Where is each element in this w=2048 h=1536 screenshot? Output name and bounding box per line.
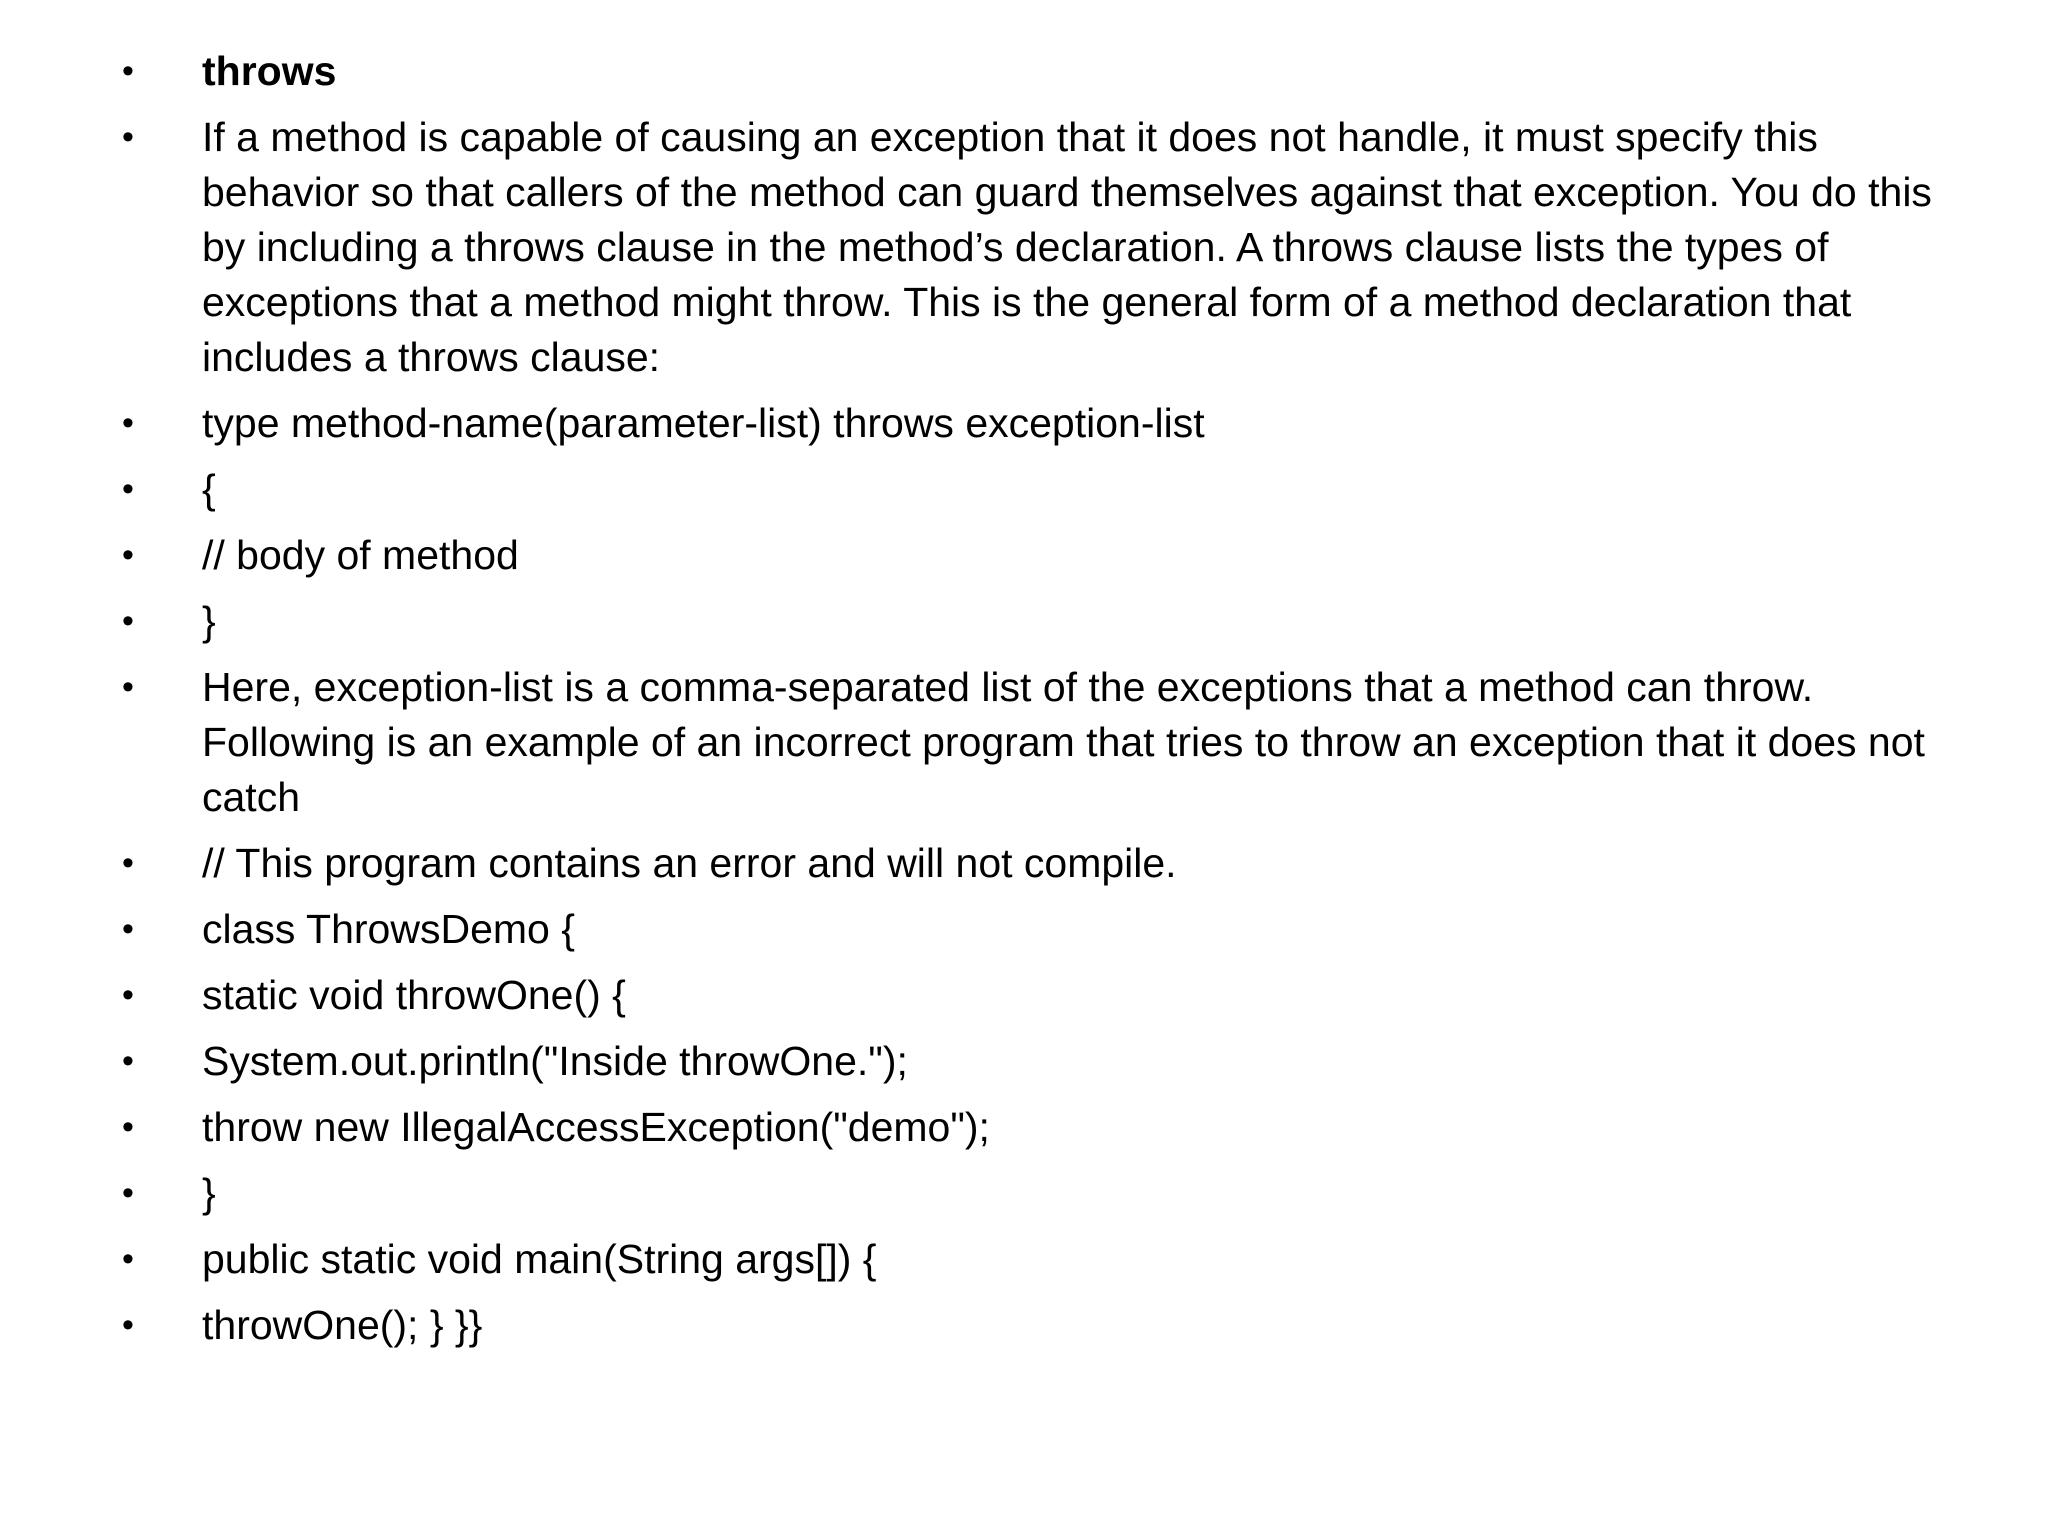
list-item [112, 44, 1972, 99]
code-line: throw new IllegalAccessException("demo"); [202, 1104, 990, 1150]
bullet-icon: • [122, 976, 134, 1014]
bullet-icon: • [122, 1306, 134, 1344]
list-item [112, 1034, 1972, 1089]
code-line: } [202, 598, 216, 644]
list-item [112, 110, 1972, 385]
bullet-icon: • [122, 668, 134, 706]
code-line: static void throwOne() { [202, 972, 626, 1018]
code-line: throwOne(); } }} [202, 1302, 483, 1348]
code-line: class ThrowsDemo { [202, 906, 575, 952]
bullet-icon: • [122, 602, 134, 640]
bullet-icon: • [122, 470, 134, 508]
bullet-list [112, 44, 1972, 1364]
bullet-icon: • [122, 1240, 134, 1278]
code-line: // body of method [202, 532, 519, 578]
slide-heading: throws [202, 48, 337, 94]
list-item [112, 1166, 1972, 1221]
bullet-icon: • [122, 536, 134, 574]
code-line: type method-name(parameter-list) throws exception-list [202, 400, 1205, 446]
bullet-icon: • [122, 1042, 134, 1080]
code-line: } [202, 1170, 216, 1216]
list-item [112, 968, 1972, 1023]
bullet-icon: • [122, 52, 134, 90]
bullet-icon: • [122, 1108, 134, 1146]
list-item [112, 902, 1972, 957]
list-item [112, 1298, 1972, 1353]
bullet-icon: • [122, 844, 134, 882]
list-item [112, 1232, 1972, 1287]
bullet-icon: • [122, 910, 134, 948]
paragraph-text: Here, exception-list is a comma-separated list of the exceptions that a method can throw. Following is an example of an incorrect program that tries to throw an exception that it does not catch [202, 664, 1925, 820]
bullet-icon: • [122, 404, 134, 442]
bullet-icon: • [122, 118, 134, 156]
list-item [112, 594, 1972, 649]
code-line: { [202, 466, 216, 512]
list-item [112, 462, 1972, 517]
bullet-icon: • [122, 1174, 134, 1212]
list-item [112, 396, 1972, 451]
list-item [112, 1100, 1972, 1155]
paragraph-text: If a method is capable of causing an exception that it does not handle, it must specify this behavior so that callers of the method can guard themselves against that exception. You do this by including a throws clause in the method’s declaration. A throws clause lists the types of exceptions that a method might throw. This is the general form of a method declaration that includes a throws clause: [202, 114, 1932, 380]
code-line: System.out.println("Inside throwOne."); [202, 1038, 908, 1084]
list-item [112, 660, 1972, 825]
code-line: // This program contains an error and will not compile. [202, 840, 1177, 886]
list-item [112, 836, 1972, 891]
code-line: public static void main(String args[]) { [202, 1236, 877, 1282]
list-item [112, 528, 1972, 583]
